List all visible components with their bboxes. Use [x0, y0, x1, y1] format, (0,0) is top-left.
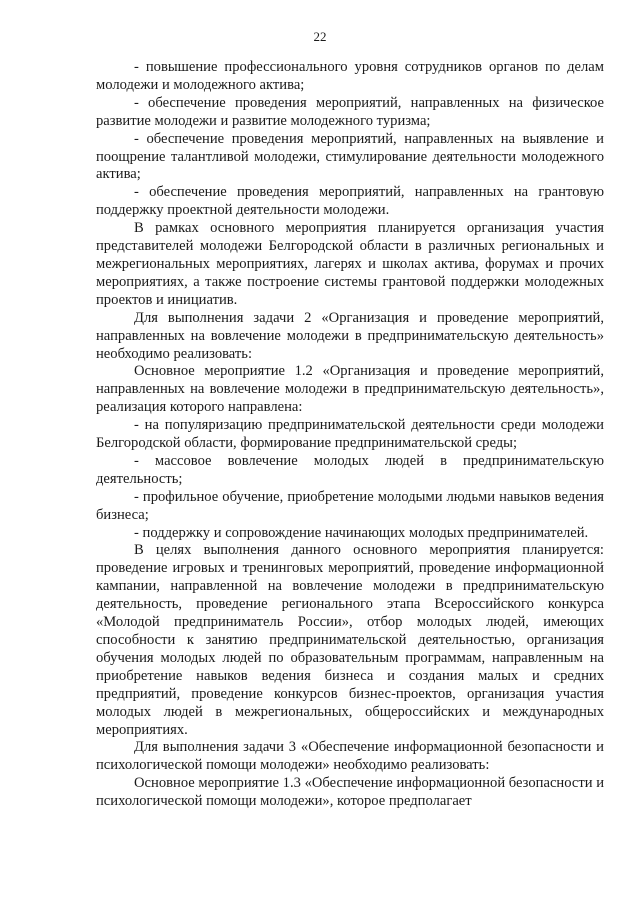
paragraph: В рамках основного мероприятия планируется организация участия представителей молодежи Белгородской области в различных региональных и межрегиональных мероприятиях, лагерях и школах актива, форумах и прочих мероприятиях, а также построение системы грантовой поддержки молодежных проектов и инициатив.: [96, 220, 604, 308]
text-body: [96, 59, 604, 811]
page-number: 22: [313, 29, 327, 44]
paragraph: В целях выполнения данного основного мероприятия планируется: проведение игровых и тренинговых мероприятий, проведение информационной кампании, направленной на вовлечение молодежи в предпринимательскую деятельность, проведение регионального этапа Всероссийского конкурса «Молодой предприниматель России», отбор молодых людей, имеющих способности к занятию предпринимательской деятельностью, организация обучения молодых людей по образовательным программам, направленным на приобретение навыков ведения бизнеса и создания малых и средних предприятий, проведение конкурсов бизнес-проектов, организация участия молодых людей в межрегиональных, общероссийских и международных мероприятиях.: [96, 542, 604, 738]
paragraph: Для выполнения задачи 2 «Организация и проведение мероприятий, направленных на вовлечение молодежи в предпринимательскую деятельность» необходимо реализовать:: [96, 309, 604, 362]
paragraph: - массовое вовлечение молодых людей в предпринимательскую деятельность;: [96, 452, 604, 487]
paragraph: - повышение профессионального уровня сотрудников органов по делам молодежи и молодежного актива;: [96, 59, 604, 93]
paragraph: - обеспечение проведения мероприятий, направленных на физическое развитие молодежи и развитие молодежного туризма;: [96, 94, 604, 129]
paragraph: - поддержку и сопровождение начинающих молодых предпринимателей.: [134, 524, 589, 541]
paragraph: - на популяризацию предпринимательской деятельности среди молодежи Белгородской области, формирование предпринимательской среды;: [96, 417, 604, 452]
paragraph: - обеспечение проведения мероприятий, направленных на грантовую поддержку проектной деятельности молодежи.: [96, 184, 604, 219]
paragraph: Для выполнения задачи 3 «Обеспечение информационной безопасности и психологической помощи молодежи» необходимо реализовать:: [96, 739, 604, 774]
paragraph: - обеспечение проведения мероприятий, направленных на выявление и поощрение талантливой молодежи, стимулирование деятельности молодежного актива;: [96, 130, 604, 183]
paragraph: Основное мероприятие 1.3 «Обеспечение информационной безопасности и психологической помощи молодежи», которое предполагает: [96, 775, 605, 810]
paragraph: - профильное обучение, приобретение молодыми людьми навыков ведения бизнеса;: [96, 488, 604, 523]
paragraph: Основное мероприятие 1.2 «Организация и проведение мероприятий, направленных на вовлечение молодежи в предпринимательскую деятельность», реализация которого направлена:: [96, 363, 604, 416]
